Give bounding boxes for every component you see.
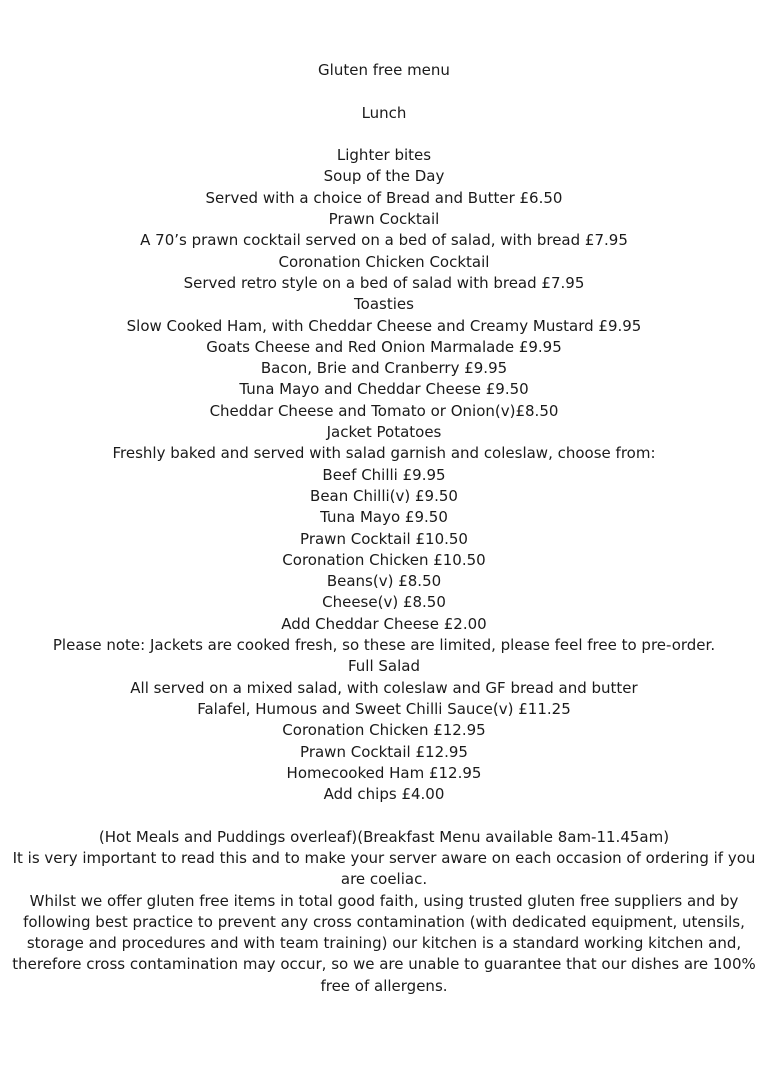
menu-item-jacket: Coronation Chicken £10.50 (282, 550, 486, 569)
menu-item-jacket: Beef Chilli £9.95 (322, 465, 446, 484)
menu-item-jacket: Tuna Mayo £9.50 (320, 508, 448, 527)
section-title-lunch: Lunch (361, 103, 407, 122)
spacer (0, 124, 768, 145)
menu-document (0, 60, 768, 997)
heading-toasties: Toasties (354, 295, 414, 314)
menu-item-jacket: Prawn Cocktail £10.50 (300, 529, 468, 548)
menu-item-jacket: Beans(v) £8.50 (326, 572, 442, 591)
menu-item-toastie: Bacon, Brie and Cranberry £9.95 (260, 359, 508, 378)
page-title: Gluten free menu (318, 61, 450, 79)
menu-item-jacket: Cheese(v) £8.50 (322, 593, 446, 612)
heading-lighter-bites: Lighter bites (336, 146, 432, 165)
menu-item-salad: Prawn Cocktail £12.95 (300, 742, 468, 761)
menu-item-salad: Falafel, Humous and Sweet Chilli Sauce(v) £11.25 (197, 699, 571, 718)
menu-item-toastie: Tuna Mayo and Cheddar Cheese £9.50 (239, 380, 529, 399)
spacer (0, 805, 768, 826)
jacket-potatoes-note: Please note: Jackets are cooked fresh, so these are limited, please feel free to pre-order. (52, 636, 716, 655)
coeliac-notice: It is very important to read this and to make your server aware on each occasion of ordering if you are coeliac. (12, 848, 756, 889)
spacer (0, 81, 768, 102)
menu-item-salad: Coronation Chicken £12.95 (282, 721, 486, 740)
menu-item-prawn-cocktail-desc: A 70’s prawn cocktail served on a bed of salad, with bread £7.95 (140, 231, 628, 250)
menu-item-toastie: Slow Cooked Ham, with Cheddar Cheese and Creamy Mustard £9.95 (126, 316, 642, 335)
heading-jacket-potatoes: Jacket Potatoes (326, 423, 442, 442)
menu-item-jacket: Bean Chilli(v) £9.50 (310, 486, 458, 505)
heading-full-salad: Full Salad (347, 657, 420, 676)
menu-item-salad: Homecooked Ham £12.95 (286, 763, 482, 782)
menu-item-soup-desc: Served with a choice of Bread and Butter £6.50 (205, 188, 563, 207)
menu-item-prawn-cocktail: Prawn Cocktail (328, 210, 440, 229)
jacket-potatoes-intro: Freshly baked and served with salad garnish and coleslaw, choose from: (112, 444, 656, 463)
allergen-disclaimer: Whilst we offer gluten free items in total good faith, using trusted gluten free suppliers and by following best practice to prevent any cross contamination (with dedicated equipment, utensils, storage and procedures and with team training) our kitchen is a standard working kitchen and, therefore cross contamination may occur, so we are unable to guarantee that our dishes are 100% free of allergens. (12, 891, 756, 995)
menu-item-toastie: Cheddar Cheese and Tomato or Onion(v)£8.50 (209, 401, 559, 420)
menu-item-jacket-addon: Add Cheddar Cheese £2.00 (281, 614, 487, 633)
menu-item-soup: Soup of the Day (323, 167, 445, 186)
overleaf-note: (Hot Meals and Puddings overleaf)(Breakfast Menu available 8am-11.45am) (98, 827, 670, 846)
menu-item-toastie: Goats Cheese and Red Onion Marmalade £9.95 (206, 337, 562, 356)
menu-item-salad-addon: Add chips £4.00 (323, 785, 445, 804)
menu-item-coronation-cocktail: Coronation Chicken Cocktail (278, 252, 490, 271)
menu-item-coronation-cocktail-desc: Served retro style on a bed of salad with bread £7.95 (183, 273, 585, 292)
full-salad-intro: All served on a mixed salad, with coleslaw and GF bread and butter (130, 678, 638, 697)
